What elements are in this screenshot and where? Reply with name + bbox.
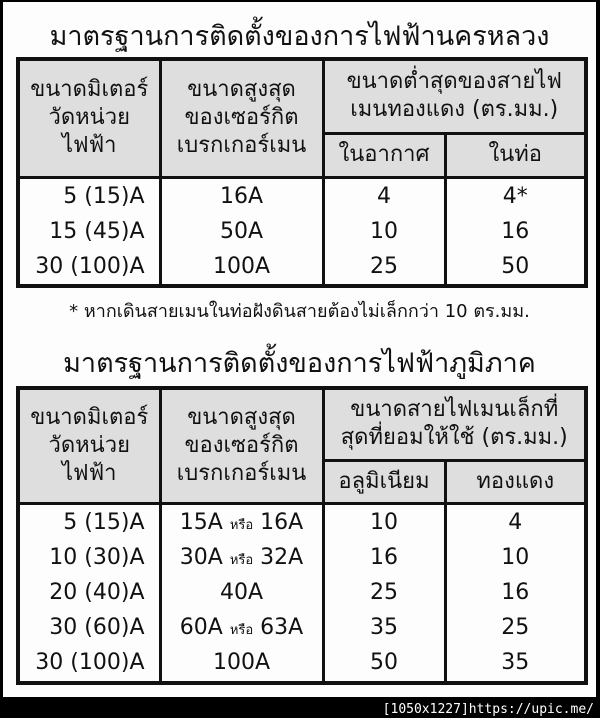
pea-standard-table [16,386,588,685]
header-min-wire-size: ขนาดต่ำสุดของสายไฟ เมนทองแดง (ตร.มม.) [323,59,586,133]
header-in-air: ในอากาศ [323,133,445,177]
document-page [3,2,596,697]
breaker-column [160,503,323,683]
meter-column: 5 (15)A 10 (30)A 20 (40)A 30 (60)A 30 (100)A [18,503,160,683]
table-body [18,503,586,683]
header-meter-size: ขนาดมิเตอร์ วัดหน่วย ไฟฟ้า [18,388,160,503]
breaker-cell: 40A [219,579,264,605]
in-air-column: 4 10 25 [323,177,445,286]
table1-title: มาตรฐานการติดตั้งของการไฟฟ้านครหลวง [49,21,550,52]
copper-column: 4 10 16 25 35 [445,503,586,683]
table2-title: มาตรฐานการติดตั้งของการไฟฟ้าภูมิภาค [63,348,536,379]
breaker-cell: 30A หรือ 32A [179,544,304,570]
mea-standard-table [16,57,588,288]
header-in-conduit: ในท่อ [445,133,586,177]
header-meter-size: ขนาดมิเตอร์ วัดหน่วย ไฟฟ้า [18,59,160,177]
in-conduit-column: 4* 16 50 [445,177,586,286]
header-aluminium: อลูมิเนียม [323,460,445,503]
header-max-breaker: ขนาดสูงสุด ของเซอร์กิต เบรกเกอร์เมน [160,59,323,177]
table-body [18,177,586,286]
breaker-cell: 100A [212,649,271,675]
aluminium-column: 10 16 25 35 50 [323,503,445,683]
header-min-wire-size: ขนาดสายไฟเมนเล็กที่ สุดที่ยอมให้ใช้ (ตร.มม.) [323,388,586,460]
watermark: [1050x1227]https://upic.me/ [382,702,594,717]
breaker-cell: 60A หรือ 63A [179,614,304,640]
header-max-breaker: ขนาดสูงสุด ของเซอร์กิต เบรกเกอร์เมน [160,388,323,503]
breaker-column: 16A 50A 100A [160,177,323,286]
breaker-cell: 15A หรือ 16A [179,509,304,535]
header-copper: ทองแดง [445,460,586,503]
footnote: * หากเดินสายเมนในท่อฝังดินสายต้องไม่เล็กกว่า 10 ตร.มม. [69,301,530,322]
meter-column: 5 (15)A 15 (45)A 30 (100)A [18,177,160,286]
